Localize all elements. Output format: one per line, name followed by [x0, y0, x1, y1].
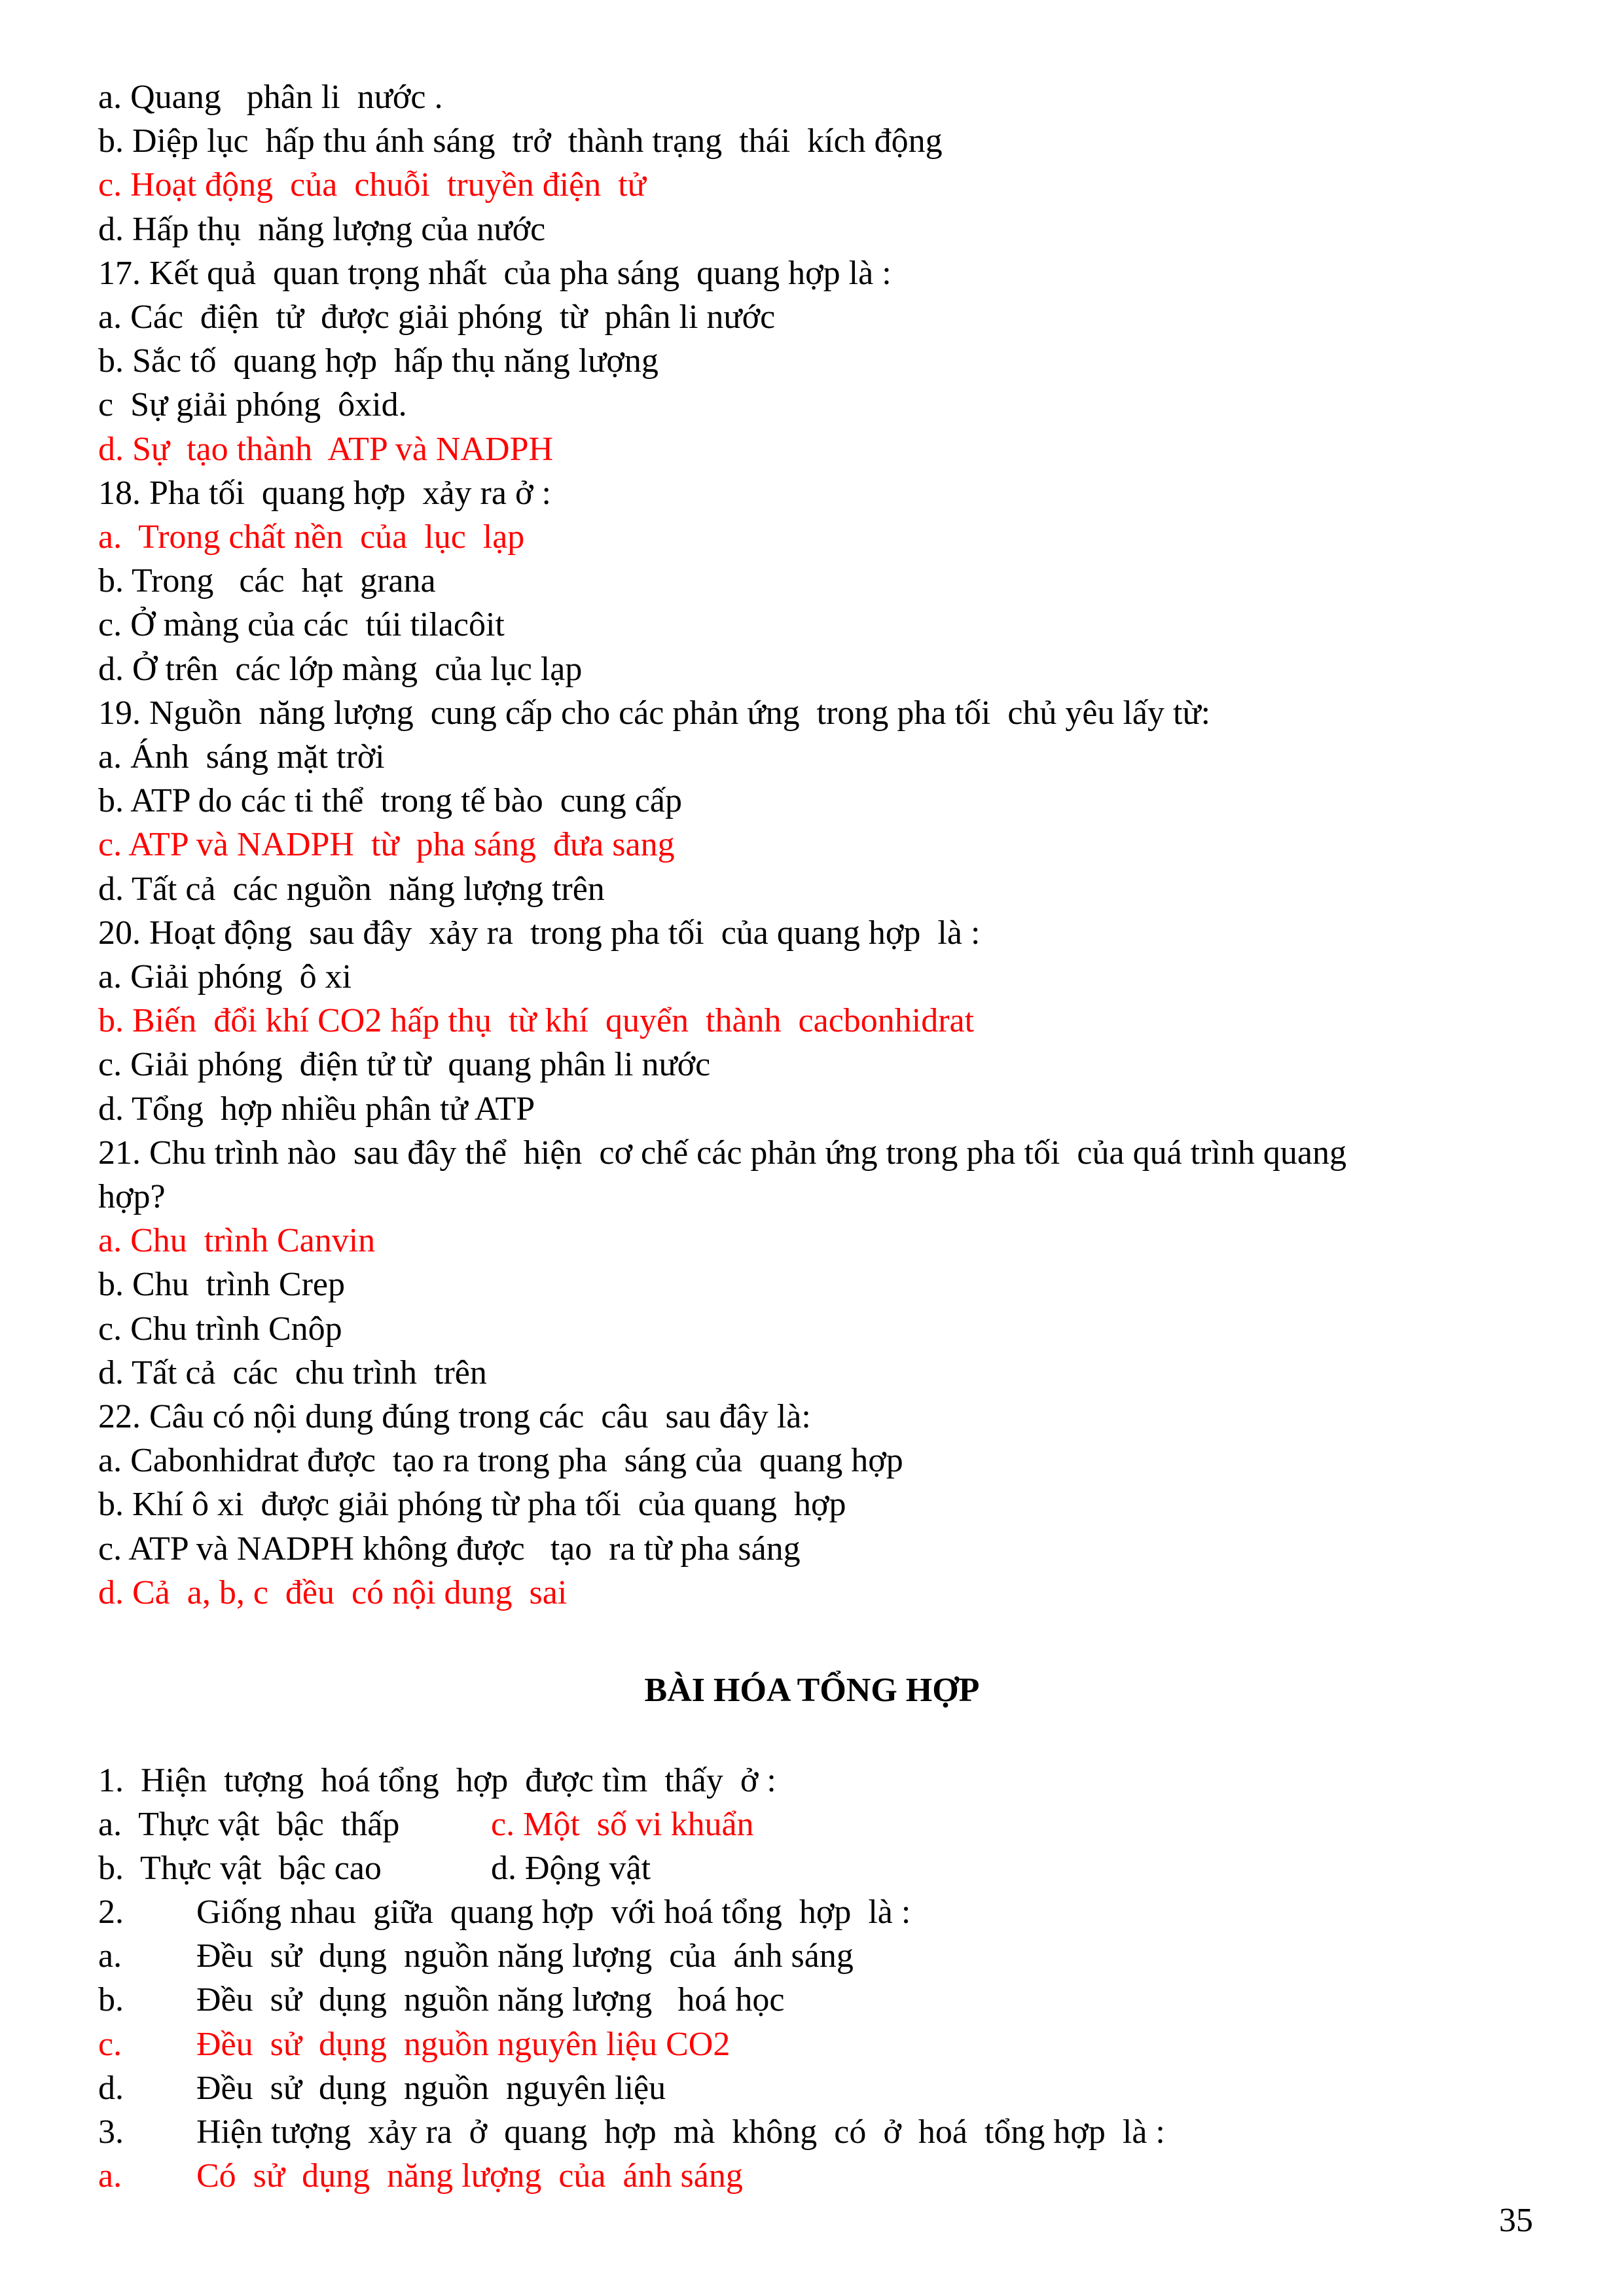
answer-line: c. ATP và NADPH từ pha sáng đưa sang [98, 826, 675, 864]
text-line: b. Sắc tố quang hợp hấp thụ năng lượng [98, 342, 659, 380]
list-item [98, 1979, 1558, 2022]
text-line: hợp? [98, 1178, 166, 1215]
section-heading: BÀI HÓA TỔNG HỢP [644, 1672, 980, 1709]
text-line: 20. Hoạt động sau đây xảy ra trong pha tối của quang hợp là : [98, 914, 981, 952]
text-line: a. Các điện tử được giải phóng từ phân li nước [98, 298, 776, 336]
item-marker: 3. [98, 2113, 124, 2151]
text-line: c Sự giải phóng ôxid. [98, 386, 407, 424]
option-1d: d. Động vật [491, 1850, 651, 1887]
text-line: a. Quang phân li nước . [98, 79, 443, 116]
text-line: b. Khí ô xi được giải phóng từ pha tối của quang hợp [98, 1486, 846, 1524]
page-number: 35 [1499, 2202, 1533, 2239]
item-text: Hiện tượng xảy ra ở quang hợp mà không có ở hoá tổng hợp là : [196, 2113, 1165, 2151]
item-text: Đều sử dụng nguồn năng lượng của ánh sáng [196, 1937, 854, 1975]
list-item [98, 1891, 1558, 1934]
text-line: 19. Nguồn năng lượng cung cấp cho các phản ứng trong pha tối chủ yêu lấy từ: [98, 694, 1211, 732]
text-line: b. Diệp lục hấp thu ánh sáng trở thành trạng thái kích động [98, 122, 943, 160]
list-item [98, 2067, 1558, 2110]
text-line: b. Chu trình Crep [98, 1266, 345, 1304]
text-line: a. Cabonhidrat được tạo ra trong pha sáng của quang hợp [98, 1442, 903, 1480]
text-line: b. ATP do các ti thể trong tế bào cung cấp [98, 782, 682, 820]
text-line: c. ATP và NADPH không được tạo ra từ pha sáng [98, 1530, 801, 1568]
text-line: a. Giải phóng ô xi [98, 958, 352, 996]
text-line: d. Tổng hợp nhiều phân tử ATP [98, 1090, 535, 1128]
text-line: c. Giải phóng điện tử từ quang phân li nước [98, 1046, 711, 1084]
text-line: d. Tất cả các nguồn năng lượng trên [98, 870, 605, 908]
item-text: Đều sử dụng nguồn năng lượng hoá học [196, 1981, 785, 2019]
item-marker: b. [98, 1981, 124, 2019]
answer-item [98, 2155, 1558, 2198]
answer-line: c. Hoạt động của chuỗi truyền điện tử [98, 166, 646, 204]
option-1b: b. Thực vật bậc cao [98, 1850, 382, 1887]
item-text: Đều sử dụng nguồn nguyên liệu CO2 [196, 2025, 731, 2063]
text-line: d. Ở trên các lớp màng của lục lạp [98, 650, 583, 688]
answer-line: b. Biến đổi khí CO2 hấp thụ từ khí quyển thành cacbonhidrat [98, 1002, 975, 1040]
answer-line: d. Cả a, b, c đều có nội dung sai [98, 1573, 568, 1611]
text-line: d. Hấp thụ năng lượng của nước [98, 210, 546, 248]
item-marker: a. [98, 2157, 122, 2195]
item-text: Giống nhau giữa quang hợp với hoá tổng hợp là : [196, 1893, 911, 1931]
answer-line: d. Sự tạo thành ATP và NADPH [98, 430, 554, 468]
item-marker: d. [98, 2069, 124, 2107]
item-marker: a. [98, 1937, 122, 1975]
text-line: b. Trong các hạt grana [98, 562, 436, 600]
option-1a: a. Thực vật bậc thấp [98, 1806, 400, 1843]
item-text: Đều sử dụng nguồn nguyên liệu [196, 2069, 666, 2107]
answer-line: a. Chu trình Canvin [98, 1222, 376, 1260]
item-marker: 2. [98, 1893, 124, 1931]
text-line: d. Tất cả các chu trình trên [98, 1354, 487, 1391]
text-line: 22. Câu có nội dung đúng trong các câu sau đây là: [98, 1398, 811, 1435]
question-1: 1. Hiện tượng hoá tổng hợp được tìm thấy ở : [98, 1762, 776, 1799]
list-item [98, 2111, 1558, 2154]
text-line: a. Ánh sáng mặt trời [98, 738, 385, 776]
text-line: c. Ở màng của các túi tilacôit [98, 606, 505, 644]
item-text: Có sử dụng năng lượng của ánh sáng [196, 2157, 743, 2195]
answer-item [98, 2023, 1558, 2066]
item-marker: c. [98, 2025, 122, 2063]
list-item [98, 1935, 1558, 1978]
text-line: 18. Pha tối quang hợp xảy ra ở : [98, 474, 551, 512]
option-1c-answer: c. Một số vi khuẩn [491, 1806, 754, 1843]
text-line: c. Chu trình Cnôp [98, 1310, 342, 1348]
text-line: 17. Kết quả quan trọng nhất của pha sáng quang hợp là : [98, 254, 892, 292]
text-line: 21. Chu trình nào sau đây thể hiện cơ chế các phản ứng trong pha tối của quá trình quang [98, 1134, 1346, 1172]
answer-line: a. Trong chất nền của lục lạp [98, 518, 525, 556]
